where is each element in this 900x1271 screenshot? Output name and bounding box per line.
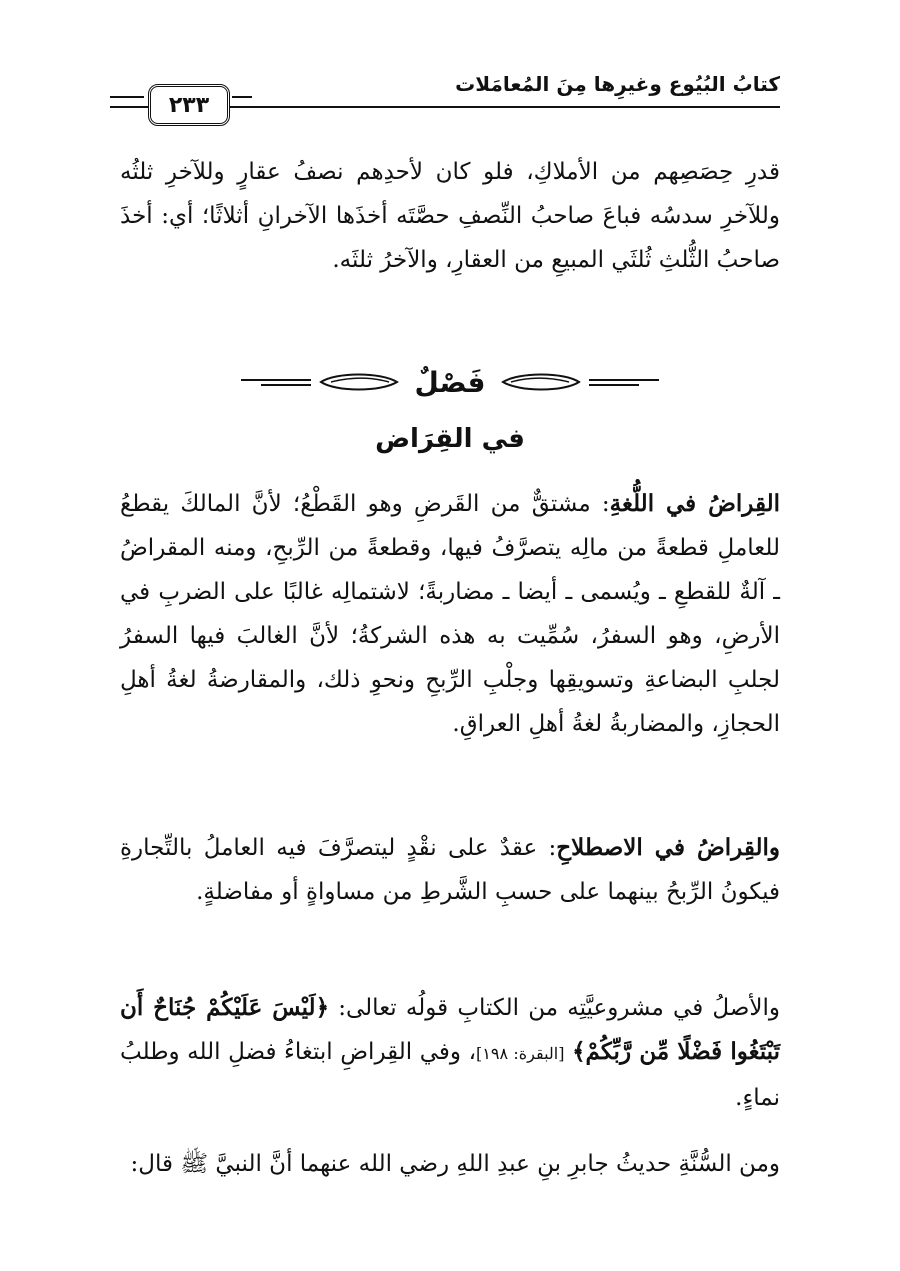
section-divider (230, 362, 670, 402)
page-number-ornament-left (110, 96, 144, 108)
verse-reference: [البقرة: ١٩٨] (476, 1044, 565, 1063)
paragraph-technical-definition (120, 826, 780, 914)
paragraph-continuation (120, 150, 780, 282)
section-title: في القِرَاض (375, 424, 525, 454)
divider-ornament-left-icon (241, 370, 401, 394)
page-number-ornament-right (232, 96, 252, 108)
paragraph-linguistic-definition (120, 482, 780, 746)
quran-verse: ﴿لَيْسَ عَلَيْكُمْ جُنَاحٌ أَن تَبْتَغُوا فَضْلًا مِّن رَّبِّكُمْ﴾ (120, 994, 780, 1065)
paragraph-text: قدرِ حِصَصِهم من الأملاكِ، فلو كان لأحدِهم نصفُ عقارٍ وللآخرِ ثلثُه وللآخرِ سدسُه فباعَ صاحبُ النِّصفِ حصَّتَه أخذَها الآخرانِ أثلاثًا؛ أي: أخذَ صاحبُ الثُّلثِ ثُلثَي المبيعِ من العقارِ، والآخرُ ثلثَه. (120, 159, 780, 273)
defined-term: القِراضُ في اللُّغةِ (609, 490, 780, 517)
paragraph-quran-evidence (120, 986, 780, 1120)
paragraph-text: والأصلُ في مشروعيَّتِه من الكتابِ قولُه تعالى: (329, 995, 780, 1021)
running-header-title: كتابُ البُيُوع وغيرِها مِنَ المُعامَلات (455, 72, 780, 96)
paragraph-text: : عقدٌ على نقْدٍ ليتصرَّفَ فيه العاملُ بالتِّجارةِ فيكونُ الرِّبحُ بينهما على حسبِ الشَّرطِ من مساواةٍ أو مفاضلةٍ. (120, 835, 780, 905)
page-number: ٢٣٣ (148, 84, 230, 126)
paragraph-text: ، وفي القِراضِ ابتغاءُ فضلِ الله وطلبُ نماءٍ. (120, 1039, 780, 1111)
paragraph-sunnah-evidence (120, 1142, 780, 1186)
defined-term: والقِراضُ في الاصطلاحِ (556, 834, 780, 861)
divider-ornament-right-icon (499, 370, 659, 394)
paragraph-text: ومن السُّنَّةِ حديثُ جابرِ بنِ عبدِ اللهِ رضي الله عنهما أنَّ النبيَّ ﷺ قال: (130, 1151, 780, 1177)
divider-label: فَصْلٌ (414, 365, 486, 399)
paragraph-text: : مشتقٌّ من القَرضِ وهو القَطْعُ؛ لأنَّ المالكَ يقطعُ للعاملِ قطعةً من مالِه يتصرَّفُ فيها، وقطعةً من الرِّبحِ، ومنه المقراضُ ـ آلةٌ للقطعِ ـ ويُسمى ـ أيضا ـ مضاربةً؛ لاشتمالِه غالبًا على الضربِ في الأرضِ، وهو السفرُ، سُمِّيت به هذه الشركةُ؛ لأنَّ الغالبَ فيها السفرُ لجلبِ البضاعةِ وتسويقِها وجلْبِ الرِّبحِ ونحوِ ذلك، والمقارضةُ لغةُ أهلِ الحجازِ، والمضاربةُ لغةُ أهلِ العراقِ. (120, 491, 780, 737)
